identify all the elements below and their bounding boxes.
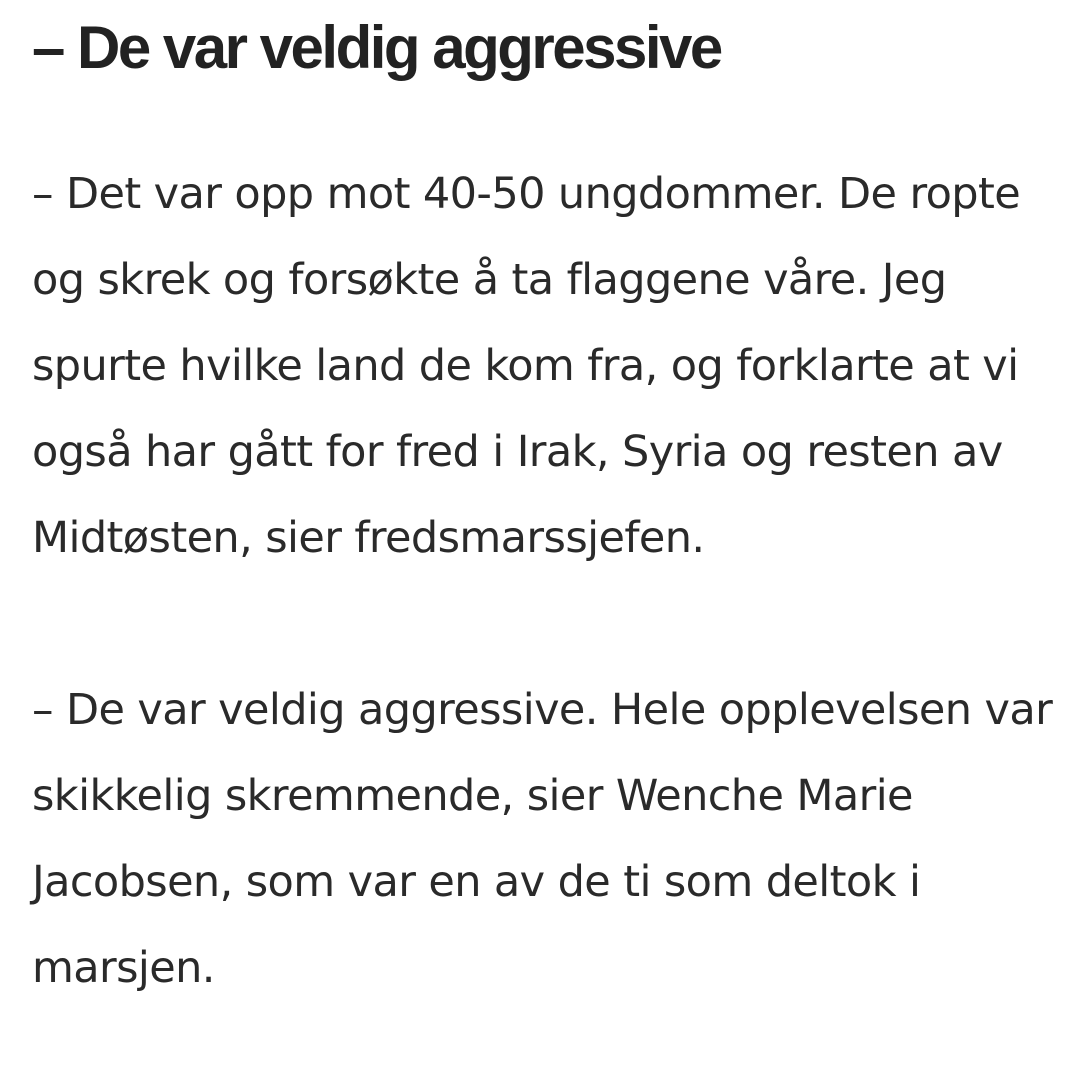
section-heading: – De var veldig aggressive <box>32 14 721 81</box>
article-body <box>32 0 1062 1011</box>
paragraph-quote-wenche-marie-jacobsen: – De var veldig aggressive. Hele opplevelsen var skikkelig skremmende, sier Wenche Marie Jacobsen, som var en av de ti som deltok i marsjen. <box>32 685 1053 993</box>
paragraph-quote-fredsmarssjefen: – Det var opp mot 40-50 ungdommer. De ropte og skrek og forsøkte å ta flaggene våre. Jeg spurte hvilke land de kom fra, og forklarte at vi også har gått for fred i Irak, Syria og resten av Midtøsten, sier fredsmarssjefen. <box>32 169 1021 563</box>
